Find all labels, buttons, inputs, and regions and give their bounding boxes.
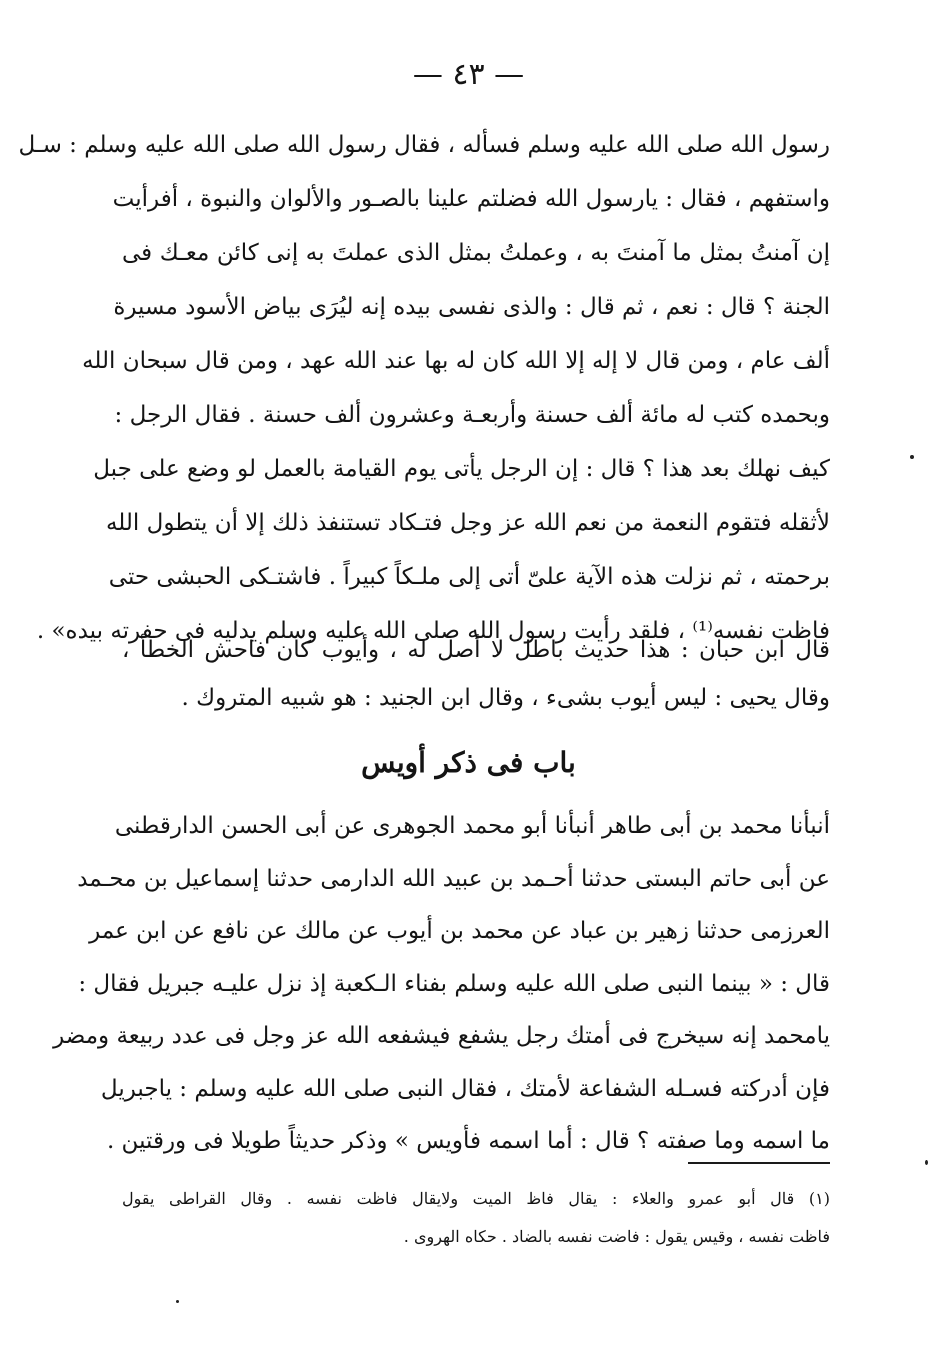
footnotes <box>122 1180 830 1256</box>
text-line: فاظت نفسه⁽¹⁾ ، فلقد رأيت رسول الله صلى الله عليه وسلم يدليه فى حفرته بيده» . <box>36 618 830 644</box>
text-line: قال ابن حبان : هذا حديث باطل لا أصل له ، وأيوب كان فاحش الخطأ ، <box>122 637 830 663</box>
text-line: كيف نهلك بعد هذا ؟ قال : إن الرجل يأتى يوم القيامة بالعمل لو وضع على جبل <box>93 456 830 482</box>
text-line: أنبأنا محمد بن أبى طاهر أنبأنا أبو محمد الجوهرى عن أبى الحسن الدارقطنى <box>114 813 830 839</box>
footnote-divider <box>688 1162 830 1164</box>
section-heading: باب فى ذكر أويس <box>361 746 576 779</box>
text-line: وقال يحيى : ليس أيوب بشىء ، وقال ابن الجنيد : هو شبيه المتروك . <box>181 685 830 711</box>
text-line: قال : « بينما النبى صلى الله عليه وسلم بفناء الـكعبة إذ نزل عليـه جبريل فقال : <box>78 970 830 997</box>
text-line: وبحمده كتب له مائة ألف حسنة وأربعـة وعشرون ألف حسنة . فقال الرجل : <box>114 402 830 428</box>
text-line: لأثقله فتقوم النعمة من نعم الله عز وجل فتـكاد تستنفذ ذلك إلا أن يتطول الله <box>105 510 830 536</box>
text-line: العرزمى حدثنا زهير بن عباد عن محمد بن أيوب عن مالك عن نافع عن ابن عمر <box>89 918 830 944</box>
scan-speck <box>925 1160 928 1165</box>
text-line: واستفهم ، فقال : يارسول الله فضلتم علينا بالصـور والألوان والنبوة ، أفرأيت <box>112 186 830 212</box>
text-line: ألف عام ، ومن قال لا إله إلا الله كان له بها عند الله عهد ، ومن قال سبحان الله <box>82 348 830 374</box>
footnote-line: فاظت نفسه ، وقيس يقول : فاضت نفسه بالضاد . حكاه الهروى . <box>403 1227 830 1246</box>
scan-speck <box>176 1300 179 1303</box>
paragraph-ibn-hibban <box>122 626 830 722</box>
paragraph-uways <box>53 800 830 1168</box>
text-line: عن أبى حاتم البستى حدثنا أحـمد بن عبيد الله الدارمى حدثنا إسماعيل بن محـمد <box>77 865 830 892</box>
text-line: ما اسمه وما صفته ؟ قال : أما اسمه فأويس » وذكر حديثاً طويلا فى ورقتين . <box>106 1128 830 1154</box>
text-line: إن آمنتُ بمثل ما آمنتَ به ، وعملتُ بمثل الذى عملتَ به إنى كائن معـك فى <box>122 240 830 266</box>
text-line: يامحمد إنه سيخرج فى أمتك رجل يشفع فيشفعه الله عز وجل فى عدد ربيعة ومضر <box>53 1023 830 1049</box>
paragraph-hadith-continuation <box>18 118 830 658</box>
text-line: الجنة ؟ قال : نعم ، ثم قال : والذى نفسى بيده إنه ليُرَى بياض الأسود مسيرة <box>113 294 830 320</box>
footnote-line: (١) قال أبو عمرو والعلاء : يقال فاظ الميت ولايقال فاظت نفسه . وقال القراطى يقول <box>122 1189 830 1208</box>
page-number: — ٤٣ — <box>412 57 525 92</box>
text-line: برحمته ، ثم نزلت هذه الآية علىّ أتى إلى ملـكاً كبيراً . فاشتـكى الحبشى حتى <box>108 564 830 590</box>
text-line: رسول الله صلى الله عليه وسلم فسأله ، فقال رسول الله صلى الله عليه وسلم : سـل <box>18 132 830 158</box>
scan-speck <box>910 455 914 459</box>
text-line: فإن أدركته فسـله الشفاعة لأمتك ، فقال النبى صلى الله عليه وسلم : ياجبريل <box>100 1075 830 1102</box>
